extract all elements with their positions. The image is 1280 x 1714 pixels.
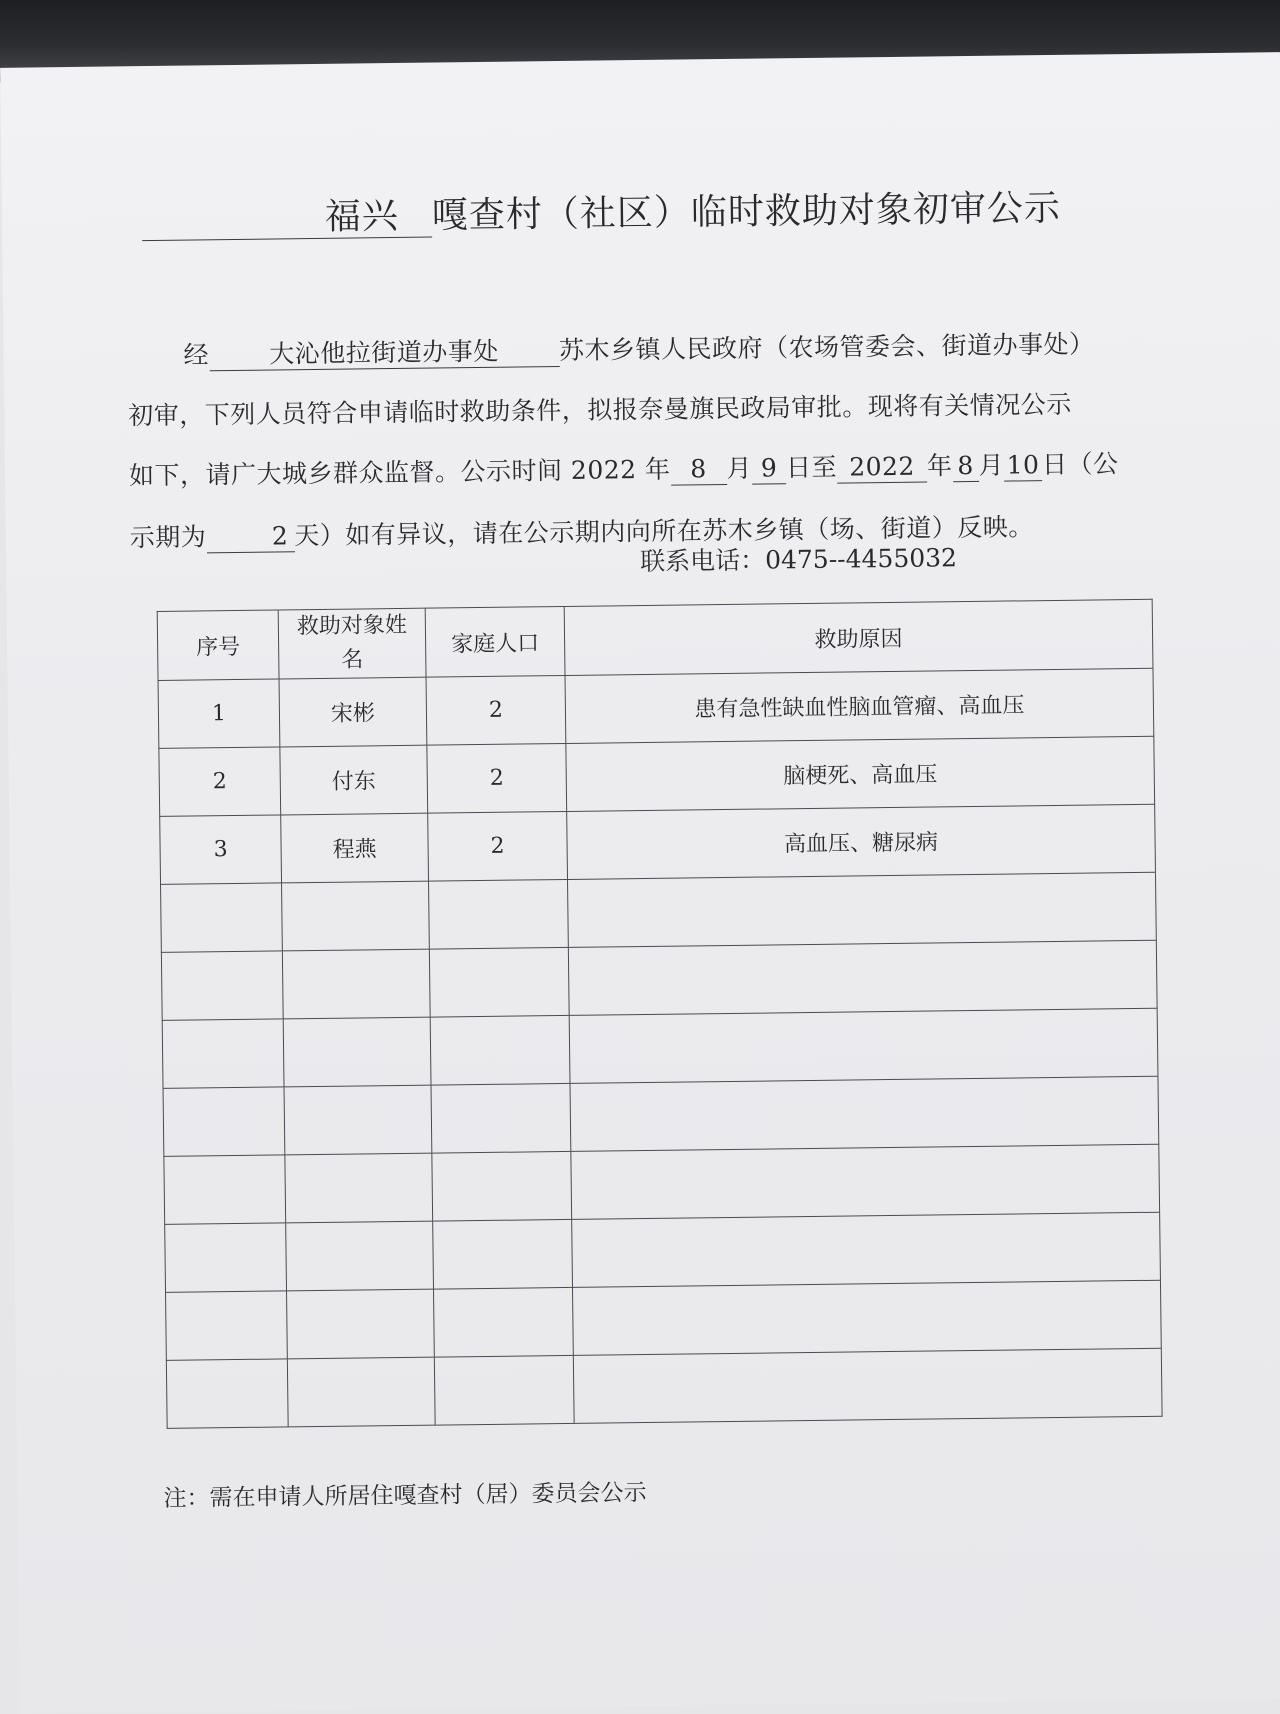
table-row — [160, 804, 1156, 884]
para-prefix: 经 — [183, 340, 210, 370]
cell-reason: 高血压、糖尿病 — [567, 804, 1156, 879]
cell-name — [282, 949, 430, 1019]
cell-index — [165, 1223, 287, 1292]
table-row — [158, 668, 1154, 748]
end-month: 8 — [952, 452, 978, 482]
table-header-row — [157, 599, 1153, 680]
cell-index: 1 — [158, 679, 280, 748]
cell-name — [286, 1221, 434, 1291]
cell-name: 宋彬 — [279, 677, 427, 747]
line3-prefix: 如下，请广大城乡群众监督。公示时间 2022 年 — [128, 454, 671, 491]
cell-index — [164, 1155, 286, 1224]
end-year: 2022 — [837, 453, 927, 484]
cell-reason — [569, 1008, 1158, 1083]
table-row — [161, 940, 1157, 1020]
cell-reason — [568, 872, 1157, 947]
cell-index — [166, 1291, 288, 1360]
month-char: 月 — [726, 453, 753, 483]
end-day: 10 — [1004, 451, 1042, 481]
table-row — [159, 736, 1155, 816]
cell-household — [429, 879, 569, 949]
header-reason: 救助原因 — [564, 599, 1153, 675]
cell-reason — [572, 1280, 1161, 1355]
cell-index — [162, 1019, 284, 1088]
cell-reason — [570, 1076, 1159, 1151]
cell-household — [430, 1015, 570, 1085]
day-to: 日至 — [785, 452, 838, 483]
cell-household — [431, 1083, 571, 1153]
table-row — [161, 872, 1157, 952]
para-after-office: 苏木乡镇人民政府（农场管委会、街道办事处） — [558, 329, 1095, 366]
cell-name — [283, 1017, 431, 1087]
line4-suffix: 天）如有异议，请在公示期内向所在苏木乡镇（场、街道）反映。 — [294, 512, 1034, 551]
paragraph-line-3 — [129, 443, 1179, 492]
cell-index — [161, 951, 283, 1020]
cell-name — [284, 1085, 432, 1155]
cell-reason: 患有急性缺血性脑血管瘤、高血压 — [565, 668, 1154, 743]
year-char: 年 — [926, 451, 953, 481]
paragraph-line-2: 初审，下列人员符合申请临时救助条件，拟报奈曼旗民政局审批。现将有关情况公示 — [128, 389, 1072, 431]
header-name — [278, 608, 426, 679]
cell-reason — [573, 1348, 1162, 1423]
cell-index — [166, 1359, 288, 1428]
cell-index: 3 — [160, 815, 282, 884]
cell-reason — [571, 1144, 1160, 1219]
notice-paper — [0, 52, 1280, 1714]
cell-household — [434, 1355, 574, 1425]
line4-prefix: 示期为 — [129, 522, 207, 553]
cell-name — [285, 1153, 433, 1223]
relief-table — [157, 599, 1163, 1429]
table-row — [166, 1348, 1162, 1428]
cell-reason: 脑梗死、高血压 — [566, 736, 1155, 811]
table-row — [166, 1280, 1162, 1360]
contact-phone: 联系电话：0475--4455032 — [639, 543, 958, 577]
page-title — [142, 179, 1163, 242]
table-row — [164, 1144, 1160, 1224]
title-village-blank — [142, 196, 432, 242]
cell-reason — [568, 940, 1157, 1015]
footnote: 注：需在申请人所居住嘎查村（居）委员会公示 — [163, 1480, 647, 1512]
cell-household: 2 — [427, 743, 567, 813]
cell-index — [161, 883, 283, 952]
cell-household: 2 — [426, 675, 566, 745]
cell-name: 付东 — [280, 745, 428, 815]
cell-household — [429, 947, 569, 1017]
cell-index: 2 — [159, 747, 281, 816]
header-household: 家庭人口 — [425, 606, 565, 677]
header-name-text: 救助对象姓名 — [296, 612, 408, 673]
table-body — [158, 668, 1162, 1428]
header-index: 序号 — [157, 610, 279, 680]
cell-household — [433, 1219, 573, 1289]
title-village: 福兴 — [324, 195, 400, 238]
cell-household — [434, 1287, 574, 1357]
cell-household: 2 — [428, 811, 568, 881]
start-day: 9 — [752, 454, 786, 484]
cell-name — [282, 881, 430, 951]
cell-name — [287, 1357, 435, 1427]
title-suffix: 嘎查村（社区）临时救助对象初审公示 — [431, 187, 1062, 237]
cell-household — [432, 1151, 572, 1221]
cell-index — [163, 1087, 285, 1156]
cell-name: 程燕 — [281, 813, 429, 883]
start-month: 8 — [670, 455, 726, 485]
cell-reason — [572, 1212, 1161, 1287]
paragraph-line-1 — [183, 323, 1233, 372]
period-blank: 2 — [206, 522, 294, 553]
table-row — [165, 1212, 1161, 1292]
cell-name — [287, 1289, 435, 1359]
line3-suffix: 日（公 — [1041, 449, 1119, 480]
table-row — [163, 1076, 1159, 1156]
office-blank: 大沁他拉街道办事处 — [209, 337, 559, 371]
table-row — [162, 1008, 1158, 1088]
month-char-2: 月 — [978, 450, 1005, 480]
